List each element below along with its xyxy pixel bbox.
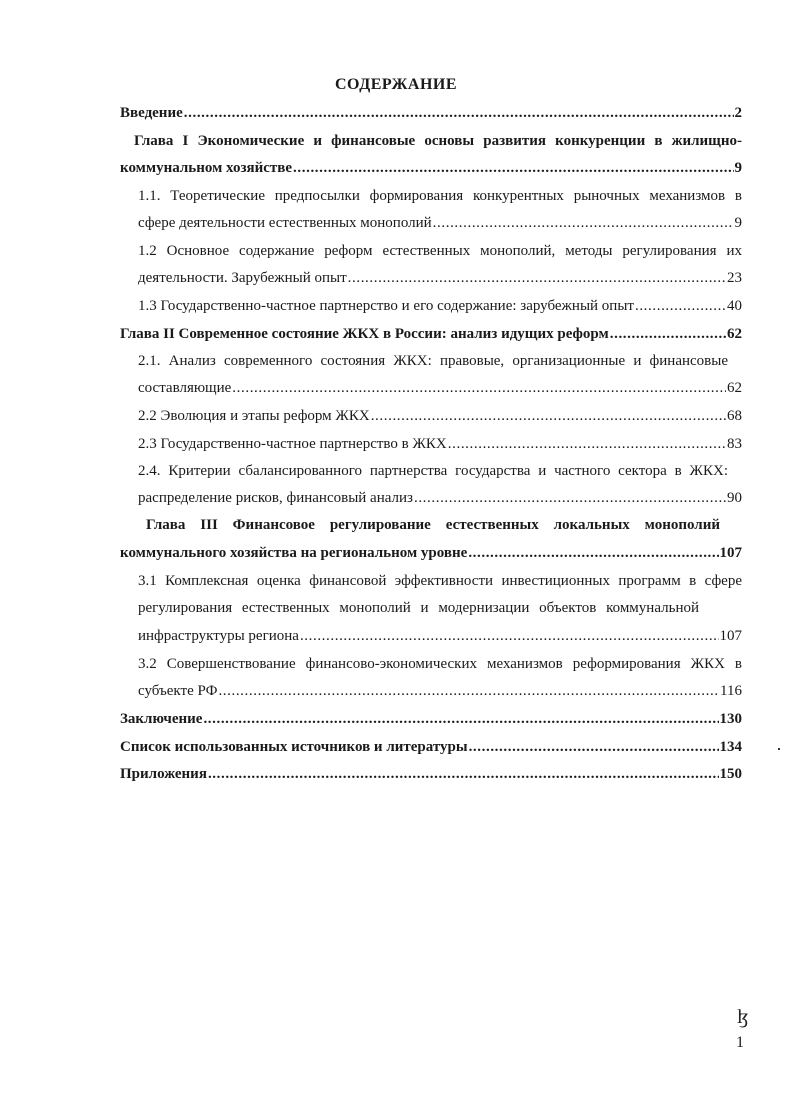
handwritten-mark: ɮ	[737, 1006, 749, 1028]
toc-entry-appendix	[120, 764, 742, 784]
toc-entry-page: 150	[719, 766, 742, 782]
toc-entry-label: составляющие	[138, 380, 232, 396]
dot-leader	[348, 268, 726, 288]
toc-section-2-3	[138, 434, 742, 454]
toc-entry-page: 83	[727, 436, 742, 452]
dot-leader	[208, 764, 719, 784]
toc-entry-page: 90	[727, 490, 742, 506]
toc-entry-label: Приложения	[120, 766, 207, 782]
toc-section-1-1	[138, 213, 742, 233]
toc-entry-page: 62	[727, 326, 742, 342]
dot-leader	[610, 324, 726, 344]
dot-leader	[218, 681, 719, 701]
toc-entry-label: Заключение	[120, 711, 203, 727]
toc-entry-page: 130	[719, 711, 742, 727]
toc-chapter-3	[120, 543, 742, 563]
dot-leader	[184, 103, 734, 123]
toc-section-3-2-line1: 3.2 Совершенствование финансово-экономических механизмов реформирования ЖКХ в	[138, 656, 742, 672]
toc-entry-page: 134	[719, 739, 742, 755]
toc-section-1-1-line1: 1.1. Теоретические предпосылки формирования конкурентных рыночных механизмов в	[138, 188, 742, 204]
toc-entry-label: субъекте РФ	[138, 683, 218, 699]
dot-leader	[300, 626, 719, 646]
toc-section-1-2	[138, 268, 742, 288]
toc-entry-sources	[120, 737, 742, 757]
dot-leader	[469, 737, 719, 757]
toc-entry-page: 9	[734, 215, 742, 231]
toc-entry-page: 107	[719, 545, 742, 561]
toc-entry-label: Глава II Современное состояние ЖКХ в России: анализ идущих реформ	[120, 326, 609, 342]
toc-section-1-2-line1: 1.2 Основное содержание реформ естественных монополий, методы регулирования их	[138, 243, 742, 259]
toc-chapter-3-line1: Глава III Финансовое регулирование естественных локальных монополий	[146, 517, 720, 533]
toc-section-2-2	[138, 406, 742, 426]
toc-section-2-4	[138, 488, 742, 508]
toc-entry-label: инфраструктуры региона	[138, 628, 299, 644]
toc-section-3-2	[138, 681, 742, 701]
dot-leader	[293, 158, 733, 178]
toc-entry-label: сфере деятельности естественных монополий	[138, 215, 432, 231]
dot-leader	[448, 434, 726, 454]
toc-entry-page: 9	[734, 160, 742, 176]
toc-section-2-4-line1: 2.4. Критерии сбалансированного партнерства государства и частного сектора в ЖКХ:	[138, 463, 728, 479]
toc-section-2-1	[138, 378, 742, 398]
toc-entry-label: деятельности. Зарубежный опыт	[138, 270, 347, 286]
toc-entry-page: 68	[727, 408, 742, 424]
toc-entry-label: 1.3 Государственно-частное партнерство и его содержание: зарубежный опыт	[138, 298, 634, 314]
toc-section-3-1-line2: регулирования естественных монополий и модернизации объектов коммунальной	[138, 600, 699, 616]
toc-entry-intro	[120, 103, 742, 123]
toc-chapter-1-line1: Глава I Экономические и финансовые основы развития конкуренции в жилищно-	[134, 133, 742, 149]
dot-leader	[433, 213, 734, 233]
toc-section-3-1	[138, 626, 742, 646]
toc-entry-label: 2.2 Эволюция и этапы реформ ЖКХ	[138, 408, 370, 424]
toc-entry-page: 2	[734, 105, 742, 121]
toc-entry-page: 107	[719, 628, 742, 644]
toc-chapter-2	[120, 324, 742, 344]
toc-section-3-1-line1: 3.1 Комплексная оценка финансовой эффективности инвестиционных программ в сфере	[138, 573, 742, 589]
toc-title: СОДЕРЖАНИЕ	[334, 76, 458, 93]
toc-entry-label: Список использованных источников и литературы	[120, 739, 468, 755]
toc-entry-label: распределение рисков, финансовый анализ	[138, 490, 413, 506]
dot-leader	[468, 543, 718, 563]
toc-entry-label: коммунальном хозяйстве	[120, 160, 293, 176]
dot-leader	[635, 296, 726, 316]
toc-entry-page: 116	[720, 683, 742, 699]
toc-entry-page: 23	[727, 270, 742, 286]
toc-entry-page: 40	[727, 298, 742, 314]
toc-entry-page: 62	[727, 380, 742, 396]
toc-section-1-3	[138, 296, 742, 316]
toc-section-2-1-line1: 2.1. Анализ современного состояния ЖКХ: правовые, организационные и финансовые	[138, 353, 728, 369]
dot-leader	[232, 378, 726, 398]
toc-entry-label: Введение	[120, 105, 183, 121]
toc-chapter-1	[120, 158, 742, 178]
dot-leader	[414, 488, 726, 508]
toc-entry-label: коммунального хозяйства на региональном уровне	[120, 545, 468, 561]
dot-leader	[371, 406, 726, 426]
toc-entry-label: 2.3 Государственно-частное партнерство в ЖКХ	[138, 436, 447, 452]
scan-speck	[778, 748, 780, 750]
page-number: 1	[736, 1034, 744, 1051]
dot-leader	[203, 709, 718, 729]
toc-entry-conclusion	[120, 709, 742, 729]
